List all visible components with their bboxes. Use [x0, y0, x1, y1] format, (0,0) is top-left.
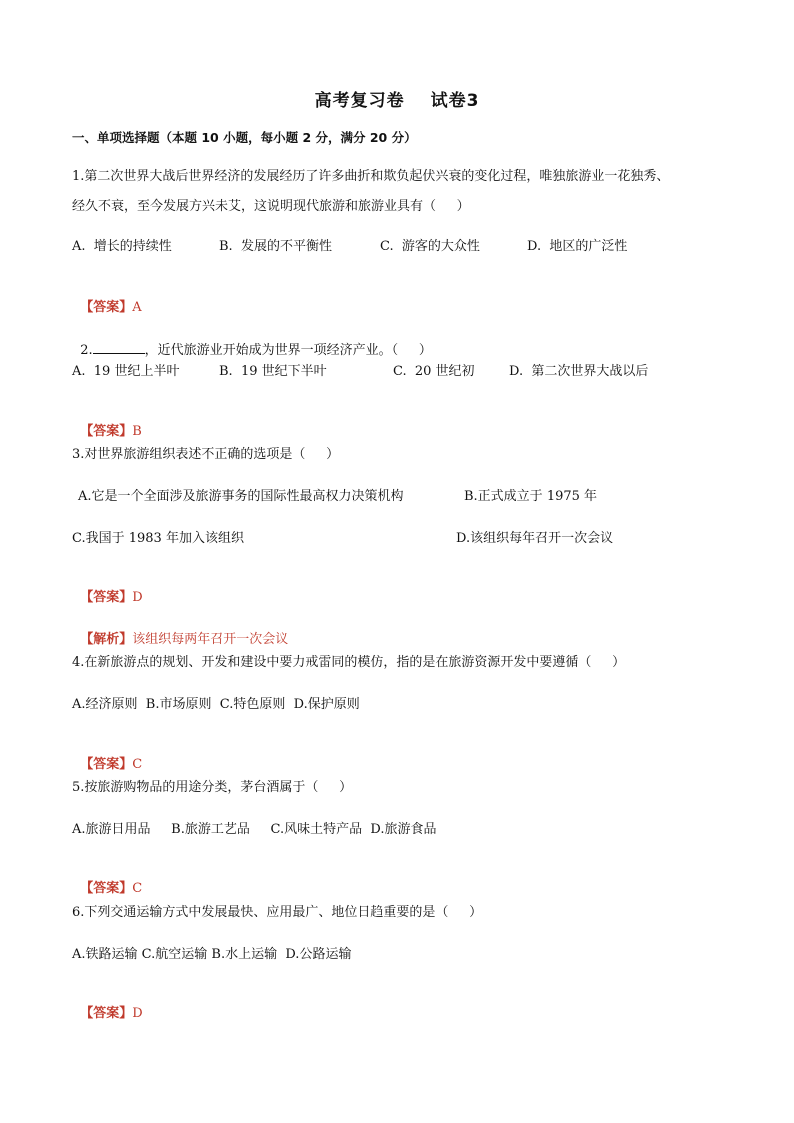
question-3-answer [72, 571, 143, 607]
question-6-line-1: 6.下列交通运输方式中发展最快、应用最广、地位日趋重要的是（ ） [72, 905, 483, 920]
question-2-option-b: B. 19 世纪下半叶 [219, 364, 327, 379]
answer-value: D [132, 590, 143, 605]
question-2-suffix: ，近代旅游业开始成为世界一项经济产业。（ ） [144, 343, 432, 358]
question-1-answer [72, 281, 142, 317]
question-1-option-b: B. 发展的不平衡性 [219, 239, 332, 254]
question-3-analysis [72, 613, 288, 649]
question-4-line-1: 4.在新旅游点的规划、开发和建设中要力戒雷同的模仿，指的是在旅游资源开发中要遵循（ ） [72, 655, 626, 670]
question-2-option-c: C. 20 世纪初 [393, 364, 475, 379]
question-4-answer [72, 738, 142, 774]
question-1-option-a: A. 增长的持续性 [72, 239, 172, 254]
answer-tag: 【答案】 [80, 1006, 133, 1021]
analysis-text: 该组织每两年召开一次会议 [132, 632, 289, 647]
answer-tag: 【答案】 [80, 424, 133, 439]
question-2-option-d: D. 第二次世界大战以后 [509, 364, 649, 379]
question-3-option-a: A.它是一个全面涉及旅游事务的国际性最高权力决策机构 [78, 489, 404, 504]
question-2-line-1 [72, 323, 432, 360]
fill-blank [93, 341, 145, 354]
question-1-line-1: 1.第二次世界大战后世界经济的发展经历了许多曲折和欺负起伏兴衰的变化过程，唯独旅游业一花独秀、 [72, 169, 670, 184]
question-1-option-c: C. 游客的大众性 [380, 239, 480, 254]
question-6-options: A.铁路运输 C.航空运输 B.水上运输 D.公路运输 [72, 947, 352, 962]
analysis-tag: 【解析】 [80, 632, 133, 647]
answer-tag: 【答案】 [80, 881, 133, 896]
question-2-answer [72, 405, 142, 441]
answer-value: B [132, 424, 142, 439]
answer-value: A [132, 300, 142, 315]
question-4-options: A.经济原则 B.市场原则 C.特色原则 D.保护原则 [72, 697, 360, 712]
question-2-prefix: 2. [80, 343, 93, 358]
answer-tag: 【答案】 [80, 300, 133, 315]
question-3-option-c: C.我国于 1983 年加入该组织 [72, 531, 244, 546]
question-6-answer [72, 987, 143, 1023]
question-3-option-d: D.该组织每年召开一次会议 [456, 531, 614, 546]
answer-value: D [132, 1006, 143, 1021]
answer-tag: 【答案】 [80, 757, 133, 772]
answer-tag: 【答案】 [80, 590, 133, 605]
question-5-options: A.旅游日用品 B.旅游工艺品 C.风味土特产品 D.旅游食品 [72, 822, 437, 837]
exam-title [0, 86, 794, 111]
question-1-line-2: 经久不衰，至今发展方兴未艾，这说明现代旅游和旅游业具有（ ） [72, 199, 470, 214]
question-3-option-b: B.正式成立于 1975 年 [464, 489, 598, 504]
answer-value: C [132, 881, 143, 896]
exam-title-sub: 试卷3 [430, 91, 480, 111]
question-2-option-a: A. 19 世纪上半叶 [72, 364, 180, 379]
question-5-line-1: 5.按旅游购物品的用途分类，茅台酒属于（ ） [72, 780, 353, 795]
exam-title-main: 高考复习卷 [314, 91, 405, 111]
answer-value: C [132, 757, 143, 772]
section-heading: 一、单项选择题（本题 10 小题，每小题 2 分，满分 20 分） [72, 130, 417, 145]
question-5-answer [72, 862, 142, 898]
question-1-option-d: D. 地区的广泛性 [527, 239, 628, 254]
question-3-line-1: 3.对世界旅游组织表述不正确的选项是（ ） [72, 447, 340, 462]
